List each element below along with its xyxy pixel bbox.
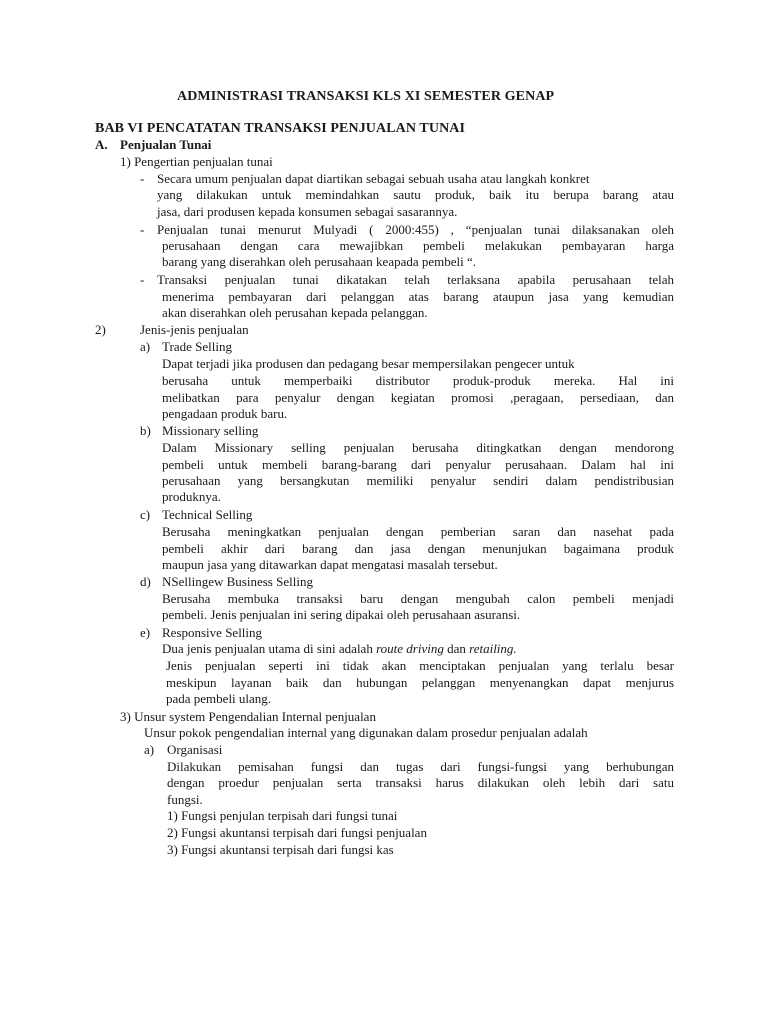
text-run: Dua jenis penjualan utama di sini adalah	[162, 641, 377, 656]
paragraph-line: pembeli akhir dari barang dan jasa dengan menunjukan bagaimana produk	[162, 541, 674, 556]
document-title: ADMINISTRASI TRANSAKSI KLS XI SEMESTER GENAP	[177, 89, 555, 104]
sub-heading: Missionary selling	[162, 423, 259, 438]
paragraph-line: berusaha untuk memperbaiki distributor produk-produk mereka. Hal ini	[162, 373, 674, 388]
paragraph-line: meskipun layanan baik dan hubungan pelanggan menyenangkan dapat menjurus	[166, 675, 674, 690]
paragraph-line: Dapat terjadi jika produsen dan pedagang besar mempersilakan pengecer untuk	[162, 356, 575, 371]
sub-marker: d)	[140, 574, 151, 589]
paragraph-line: pembeli. Jenis penjualan ini sering dipakai oleh perusahaan asuransi.	[162, 607, 521, 622]
sub-heading: Organisasi	[167, 742, 223, 757]
numbered-list-item: 1) Fungsi penjulan terpisah dari fungsi tunai	[167, 808, 398, 823]
paragraph-line: pengadaan produk baru.	[162, 406, 288, 421]
italic-term: route driving	[376, 641, 444, 656]
paragraph-line: Transaksi penjualan tunai dikatakan telah terlaksana apabila perusahaan telah	[157, 272, 674, 287]
sub-marker: c)	[140, 507, 151, 522]
paragraph-line: Dilakukan pemisahan fungsi dan tugas dari fungsi-fungsi yang berhubungan	[167, 759, 674, 774]
paragraph-line: akan diserahkan oleh perusahan kepada pelanggan.	[162, 305, 428, 320]
item-1-heading: 1) Pengertian penjualan tunai	[120, 154, 273, 169]
paragraph-line: Penjualan tunai menurut Mulyadi ( 2000:455) , “penjualan tunai dilaksanakan oleh	[157, 222, 674, 237]
sub-heading: Trade Selling	[162, 339, 232, 354]
bullet-dash: -	[140, 272, 145, 287]
item-3-heading: 3) Unsur system Pengendalian Internal penjualan	[120, 709, 376, 724]
paragraph-line: Dalam Missionary selling penjualan berusaha ditingkatkan dengan mendorong	[162, 440, 674, 455]
paragraph-line: dengan proedur penjualan serta transaksi harus dilakukan oleh lebih dari satu	[167, 775, 674, 790]
paragraph-line: maupun jasa yang ditawarkan dapat mengatasi masalah tersebut.	[162, 557, 498, 572]
item-2-heading: Jenis-jenis penjualan	[140, 322, 249, 337]
paragraph-line: pembeli untuk membeli barang-barang dari penyalur perusahaan. Dalam hal ini	[162, 457, 674, 472]
paragraph-line: perusahaan yang bersangkutan memiliki penyalur sendiri dalam pendistribusian	[162, 473, 674, 488]
paragraph-line: melibatkan para penyalur dengan kegiatan promosi ,peragaan, persediaan, dan	[162, 390, 674, 405]
paragraph-line: Secara umum penjualan dapat diartikan sebagai sebuah usaha atau langkah konkret	[157, 171, 590, 186]
paragraph-line: perusahaan dengan cara mewajibkan pembeli melakukan pembayaran harga	[162, 238, 674, 253]
paragraph-line: fungsi.	[167, 792, 203, 807]
item-2-marker: 2)	[95, 322, 106, 337]
paragraph-line	[162, 641, 517, 657]
italic-term: retailing.	[469, 641, 517, 656]
bullet-dash: -	[140, 171, 145, 186]
paragraph-line: pada pembeli ulang.	[166, 691, 272, 706]
numbered-list-item: 2) Fungsi akuntansi terpisah dari fungsi penjualan	[167, 825, 427, 840]
paragraph-line: Berusaha membuka transaksi baru dengan mengubah calon pembeli menjadi	[162, 591, 674, 606]
text-run: dan	[443, 641, 470, 656]
sub-marker: a)	[144, 742, 155, 757]
paragraph-line: menerima pembayaran dari pelanggan atas barang ataupun jasa yang kemudian	[162, 289, 674, 304]
chapter-heading: BAB VI PENCATATAN TRANSAKSI PENJUALAN TUNAI	[95, 121, 466, 136]
paragraph-line: Unsur pokok pengendalian internal yang digunakan dalam prosedur penjualan adalah	[144, 725, 588, 740]
paragraph-line: jasa, dari produsen kepada konsumen sebagai sasarannya.	[157, 204, 458, 219]
numbered-list-item: 3) Fungsi akuntansi terpisah dari fungsi kas	[167, 842, 394, 857]
sub-marker: a)	[140, 339, 151, 354]
sub-heading: NSellingew Business Selling	[162, 574, 313, 589]
paragraph-line: yang dilakukan untuk memindahkan sautu produk, baik itu berupa barang atau	[157, 187, 674, 202]
paragraph-line: barang yang diserahkan oleh perusahaan keapada pembeli “.	[162, 254, 477, 269]
section-a-heading: Penjualan Tunai	[120, 137, 212, 152]
bullet-dash: -	[140, 222, 145, 237]
sub-marker: b)	[140, 423, 151, 438]
paragraph-line: produknya.	[162, 489, 221, 504]
sub-heading: Responsive Selling	[162, 625, 263, 640]
sub-heading: Technical Selling	[162, 507, 253, 522]
paragraph-line: Jenis penjualan seperti ini tidak akan menciptakan penjualan yang terlalu besar	[166, 658, 674, 673]
paragraph-line: Berusaha meningkatkan penjualan dengan pemberian saran dan nasehat pada	[162, 524, 674, 539]
sub-marker: e)	[140, 625, 151, 640]
section-a-marker: A.	[95, 137, 108, 152]
